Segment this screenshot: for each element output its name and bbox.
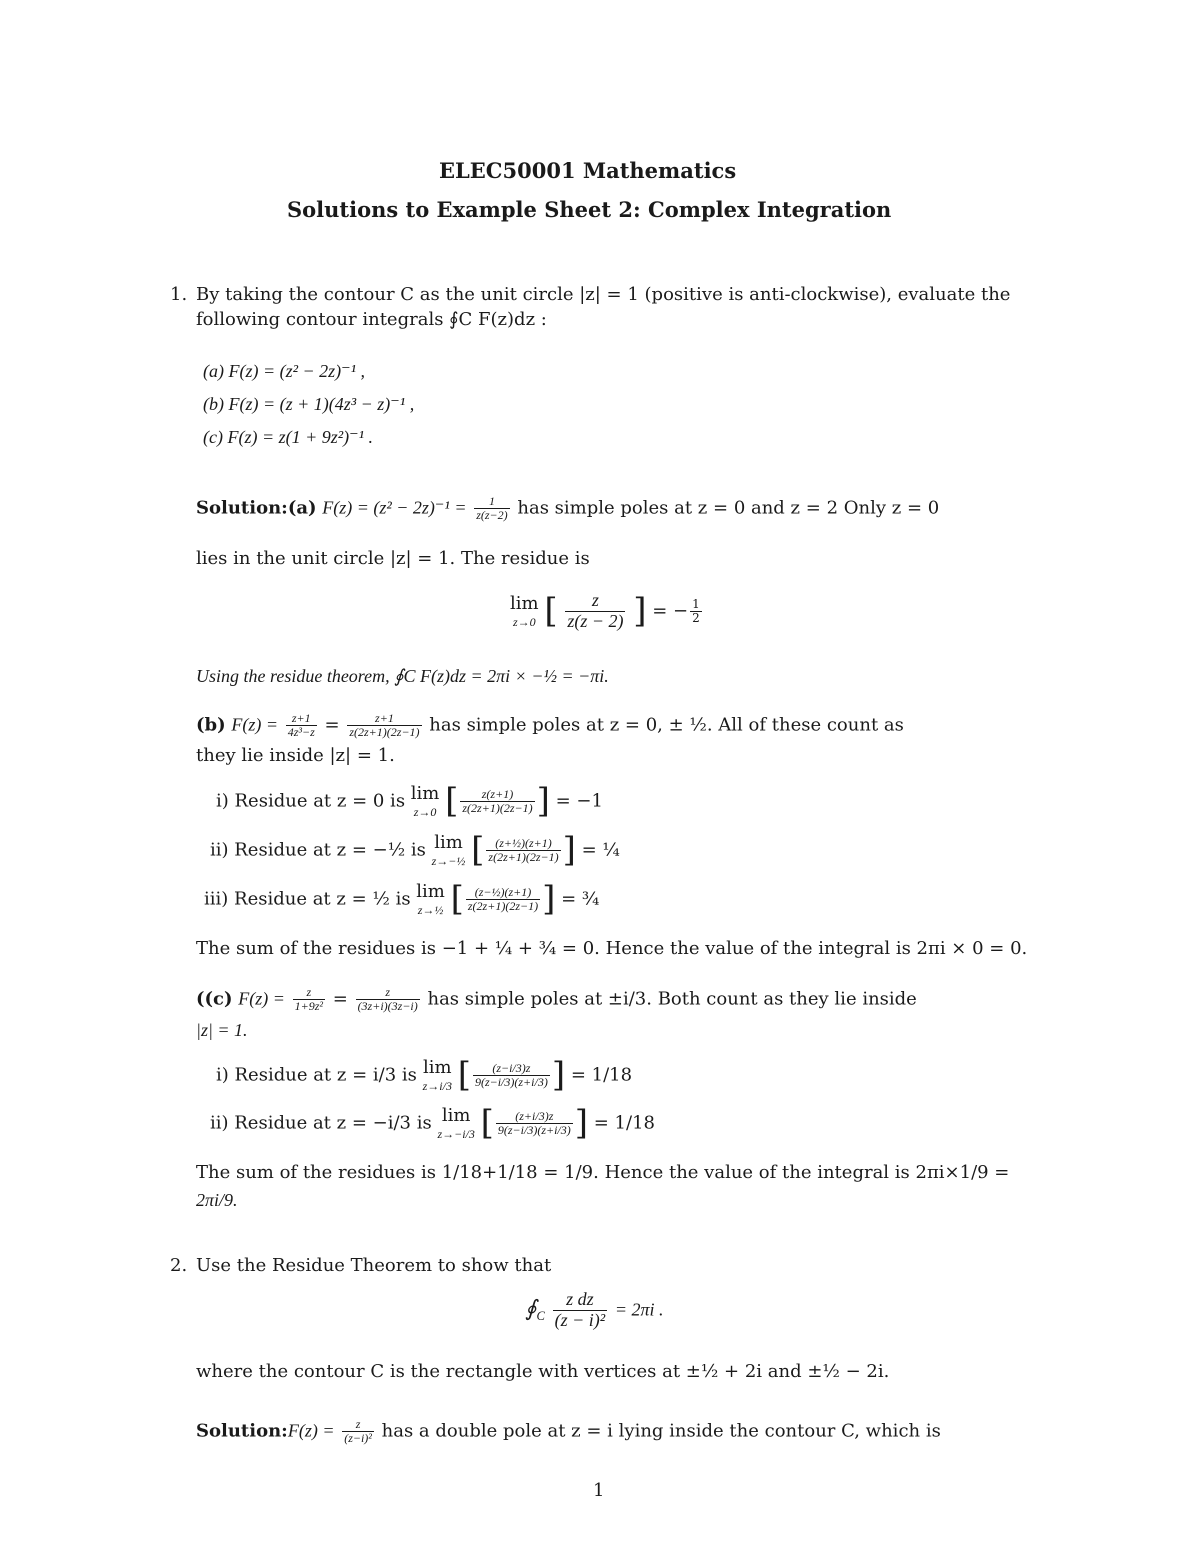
residue-c-i: i) Residue at z = i/3 is lim z→i/3 [ $\frac{(z-i/3)z}{9(z-i/3)(z+i/3)}$ ] = 1/18 [216, 1055, 633, 1095]
limit-operator: lim z→0 [510, 592, 539, 629]
residue-c-ii: ii) Residue at z = −i/3 is lim z→−i/3 [ $\frac{(z+i/3)z}{9(z-i/3)(z+i/3)}$ ] = 1/18 [210, 1103, 655, 1143]
question-2-solution: Solution:F(z) = $\frac{z}{\text{(z−i)²}}$ has a double pole at z = i lying inside the contour C, which is [196, 1417, 941, 1446]
solution-a-fraction: $\frac{1}{z(z-2)}$ [476, 494, 508, 523]
solution-c-label: ((c) [196, 988, 233, 1010]
question-1-line-1: By taking the contour C as the unit circle |z| = 1 (positive is anti-clockwise), evaluate the [196, 284, 1011, 305]
solution-b-sum: The sum of the residues is −1 + ¼ + ¾ = 0. Hence the value of the integral is 2πi × 0 = 0. [196, 938, 1028, 959]
question-2-solution-label: Solution: [196, 1420, 288, 1442]
solution-a-line-1 [196, 495, 939, 522]
course-title: ELEC50001 Mathematics [439, 158, 737, 183]
solution-b-fraction-2: $\frac{z+1}{z(2z+1)(2z-1)}$ [349, 711, 420, 740]
question-2-number: 2. [170, 1255, 188, 1276]
question-1-part-b: (b) F(z) = (z + 1)(4z³ − z)⁻¹ , [203, 394, 415, 414]
solution-c-fraction-1: $\frac{z}{\text{1+9z²}}$ [294, 985, 323, 1014]
question-2-text: Use the Residue Theorem to show that [196, 1255, 552, 1276]
solution-a-line-2: lies in the unit circle |z| = 1. The residue is [196, 548, 590, 569]
solution-c-fraction-2: $\frac{z}{(3z+i)(3z-i)}$ [357, 985, 418, 1014]
residue-b-iii: iii) Residue at z = ½ is lim z→½ [ $\frac{\text{(z−½)(z+1)}}{z(2z+1)(2z-1)}$ ] = ¾ [204, 879, 600, 919]
solution-b-fraction-1: $\frac{z+1}{\text{4z³−z}}$ [287, 711, 315, 740]
solution-b-line-1: (b) F(z) = $\frac{z+1}{\text{4z³−z}}$ = $\frac{z+1}{z(2z+1)(2z-1)}$ has simple poles at z = 0, ± ½. All of these count as [196, 711, 904, 740]
question-1-number: 1. [170, 284, 188, 305]
question-1-line-2: following contour integrals ∮C F(z)dz : [196, 309, 547, 330]
page-number: 1 [593, 1480, 605, 1501]
solution-b-label: (b) [196, 714, 226, 736]
question-2-integrand: $\frac{\text{z dz}}{\text{(z − i)²}}$ [554, 1289, 606, 1330]
question-2-integral: $∮_C$ $\frac{\text{z dz}}{\text{(z − i)²}}$ = 2πi . [525, 1289, 664, 1330]
solution-c-sum-line-2: 2πi/9. [196, 1190, 238, 1210]
solution-a-limit-fraction: $\frac{z}{z(z - 2)}$ [567, 589, 624, 631]
solution-c-line-2: |z| = 1. [196, 1020, 248, 1040]
solution-a-expr: F(z) = (z² − 2z)⁻¹ = [322, 497, 467, 518]
residue-b-ii: ii) Residue at z = −½ is lim z→−½ [ $\frac{\text{(z+½)(z+1)}}{z(2z+1)(2z-1)}$ ] = ¼ [210, 830, 620, 870]
question-1-part-a: (a) F(z) = (z² − 2z)⁻¹ , [203, 361, 366, 381]
sheet-title: Solutions to Example Sheet 2: Complex Integration [287, 197, 892, 222]
solution-a-poles: has simple poles at z = 0 and z = 2 Only z = 0 [517, 497, 940, 519]
solution-a-label: Solution:(a) [196, 497, 317, 519]
solution-b-line-2: they lie inside |z| = 1. [196, 745, 395, 766]
solution-c-sum-line-1: The sum of the residues is 1/18+1/18 = 1/9. Hence the value of the integral is 2πi×1/9 = [196, 1162, 1010, 1183]
residue-b-i: i) Residue at z = 0 is lim z→0 [ $\frac{z(z+1)}{z(2z+1)(2z-1)}$ ] = −1 [216, 781, 603, 821]
question-1-part-c: (c) F(z) = z(1 + 9z²)⁻¹ . [203, 427, 374, 447]
contour-integral-sign: ∮ [525, 1296, 537, 1322]
solution-c-line-1: ((c) F(z) = $\frac{z}{\text{1+9z²}}$ = $\frac{z}{(3z+i)(3z-i)}$ has simple poles at ±i/3. Both count as they lie inside [196, 985, 917, 1014]
solution-a-limit: lim z→0 [ $\frac{z}{z(z - 2)}$ ] = − $\frac{1}{2}$ [510, 589, 700, 631]
solution-a-result: Using the residue theorem, ∮C F(z)dz = 2πi × −½ = −πi. [196, 666, 609, 686]
question-2-contour: where the contour C is the rectangle with vertices at ±½ + 2i and ±½ − 2i. [196, 1361, 890, 1382]
question-2-solution-fraction: $\frac{z}{\text{(z−i)²}}$ [344, 1417, 372, 1446]
